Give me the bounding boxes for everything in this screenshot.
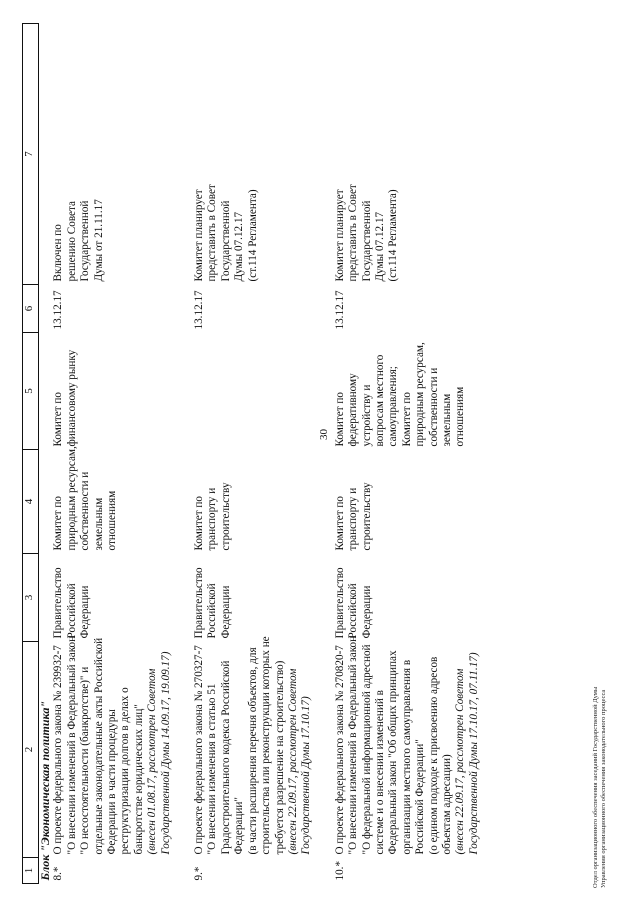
- bill-title-line: "О внесении изменения в статью 51: [206, 683, 219, 855]
- status-note-line: Думы 07.12.17: [233, 211, 246, 282]
- bill-title-line: (в части расширения перечня объектов, для: [246, 647, 259, 855]
- agenda-table: [22, 23, 501, 884]
- initiator-line: Российской: [347, 583, 360, 639]
- bill-title: [52, 635, 193, 858]
- bill-title-line: Федерации в части процедуры: [106, 709, 119, 855]
- co-executor-committee: [334, 333, 501, 450]
- row-number: 9.*: [193, 866, 206, 881]
- bill-title-line: банкротстве юридических лиц": [132, 704, 145, 855]
- bill-title-line: "О внесении изменений в Федеральный закон: [65, 635, 78, 855]
- co-executor-committee-line: Комитет по: [400, 392, 413, 447]
- initiator-line: Российской: [65, 583, 78, 639]
- status-note-line: Государственной: [360, 200, 373, 282]
- initiator: [52, 554, 193, 642]
- initiator: [193, 554, 334, 642]
- initiator: [334, 554, 501, 642]
- bill-title-line: отдельные законодательные акты Российской: [92, 637, 105, 855]
- responsible-committee-line: строительству: [219, 482, 232, 551]
- block-title: Блок "Экономическая политика": [38, 701, 52, 881]
- bill-title: [193, 636, 334, 858]
- header-col-2: 2: [23, 642, 39, 858]
- table-row: [52, 24, 193, 884]
- initiator-line: Российской: [206, 583, 219, 639]
- status-note-line: представить в Совет: [347, 184, 360, 282]
- co-executor-committee: [193, 333, 334, 450]
- status-note: [193, 24, 334, 285]
- bill-title-line: объектам адресации): [440, 754, 453, 855]
- bill-title-line: О проекте федерального закона № 270327-7: [193, 645, 206, 855]
- co-executor-committee-line: самоуправления;: [387, 366, 400, 447]
- responsible-committee: [334, 450, 501, 554]
- co-executor-committee-line: вопросам местного: [373, 354, 386, 447]
- bill-title-line: Российской Федерации": [414, 739, 427, 855]
- responsible-committee-line: транспорту и: [347, 487, 360, 551]
- bill-title-line: "О федеральной информационной адресной: [360, 644, 373, 855]
- bill-title-line: Федеральный закон "Об общих принципах: [387, 650, 400, 855]
- co-executor-committee-line: федеративному: [347, 373, 360, 447]
- header-col-7: 7: [23, 24, 39, 285]
- bill-note-line: Государственной Думы 17.10.17): [300, 696, 313, 855]
- block-title-row: [39, 24, 53, 884]
- responsible-committee-line: Комитет по: [193, 496, 206, 551]
- initiator-line: Правительство: [52, 567, 65, 639]
- header-col-3: 3: [23, 554, 39, 642]
- bill-title-line: "О внесении изменений в Федеральный закон: [347, 635, 360, 855]
- bill-title: [333, 635, 501, 858]
- status-note-line: представить в Совет: [206, 184, 219, 282]
- co-executor-committee-line: земельным: [440, 393, 453, 447]
- co-executor-committee-line: Комитет по: [333, 392, 346, 447]
- initiator-line: Федерации: [79, 585, 92, 639]
- bill-title-line: требуется разрешение на строительство): [273, 660, 286, 855]
- initiator-line: Правительство: [193, 567, 206, 639]
- table-row: [334, 24, 501, 884]
- status-note: [52, 24, 193, 285]
- status-note-line: Государственной: [79, 200, 92, 282]
- bill-title-line: реструктуризации долгов в делах о: [119, 687, 132, 855]
- co-executor-committee-line: Комитет по: [52, 392, 65, 447]
- status-note-line: Комитет планирует: [193, 189, 206, 282]
- status-note-line: (ст.114 Регламента): [387, 189, 400, 282]
- header-col-6: 6: [23, 285, 39, 333]
- responsible-committee-line: строительству: [360, 482, 373, 551]
- initiator-line: Правительство: [333, 567, 346, 639]
- row-number: 10.*: [333, 860, 346, 881]
- status-note-line: Комитет планирует: [333, 189, 346, 282]
- header-col-1: 1: [23, 858, 39, 884]
- status-note-line: (ст.114 Регламента): [246, 189, 259, 282]
- status-note-line: Включен по: [52, 224, 65, 282]
- co-executor-committee-line: отношениям: [454, 386, 467, 447]
- footer-line-2: Управления организационного обеспечения законодательного процесса: [600, 689, 607, 888]
- bill-note-line: Государственной Думы 17.10.17, 07.11.17): [467, 652, 480, 855]
- bill-title-line: О проекте федерального закона № 239932-7: [52, 645, 65, 855]
- responsible-committee: [52, 446, 193, 554]
- responsible-committee-line: природным ресурсам,: [65, 446, 78, 551]
- bill-note-line: (внесен 22.09.17, рассмотрен Советом: [454, 668, 467, 855]
- bill-title-line: системе и о внесении изменений в: [373, 690, 386, 855]
- responsible-committee-line: Комитет по: [52, 496, 65, 551]
- header-col-4: 4: [23, 450, 39, 554]
- header-col-5: 5: [23, 333, 39, 450]
- co-executor-committee-line: природным ресурсам,: [414, 342, 427, 447]
- status-note-line: Думы от 21.11.17: [92, 199, 105, 282]
- bill-title-line: О проекте федерального закона № 270820-7: [333, 645, 346, 855]
- bill-title-line: (о едином подходе к присвоению адресов: [427, 656, 440, 855]
- status-note: [334, 24, 501, 285]
- bill-title-line: Градостроительного кодекса Российской: [219, 660, 232, 855]
- consideration-date: 13.12.17: [333, 290, 346, 330]
- page-number: 30: [318, 429, 330, 440]
- responsible-committee-line: земельным: [92, 497, 105, 551]
- responsible-committee-line: собственности и: [79, 471, 92, 551]
- bill-note-line: Государственной Думы 14.09.17, 19.09.17): [159, 651, 172, 855]
- header-row: [23, 24, 39, 884]
- status-note-line: Думы 07.12.17: [373, 211, 386, 282]
- bill-title-line: строительства или реконструкции которых не: [260, 636, 273, 855]
- status-note-line: решению Совета: [65, 201, 78, 282]
- responsible-committee: [193, 450, 334, 554]
- responsible-committee-line: Комитет по: [333, 496, 346, 551]
- bill-title-line: Федерации": [233, 797, 246, 855]
- table-row: [193, 24, 334, 884]
- co-executor-committee-line: собственности и: [427, 367, 440, 447]
- initiator-line: Федерации: [360, 585, 373, 639]
- footer-line-1: Отдел организационного обеспечения заседаний Государственной Думы: [592, 686, 599, 888]
- responsible-committee-line: транспорту и: [206, 487, 219, 551]
- bill-title-line: "О несостоятельности (банкротстве)" и: [79, 666, 92, 855]
- co-executor-committee-line: финансовому рынку: [65, 349, 78, 447]
- status-note-line: Государственной: [219, 200, 232, 282]
- bill-title-line: организации местного самоуправления в: [400, 659, 413, 855]
- responsible-committee-line: отношениям: [106, 490, 119, 551]
- initiator-line: Федерации: [219, 585, 232, 639]
- document-page: [22, 24, 622, 884]
- consideration-date: 13.12.17: [193, 290, 206, 330]
- bill-note-line: (внесен 01.08.17, рассмотрен Советом: [146, 668, 159, 855]
- co-executor-committee-line: устройству и: [360, 384, 373, 447]
- co-executor-committee: [52, 333, 193, 450]
- bill-note-line: (внесен 22.09.17, рассмотрен Советом: [286, 668, 299, 855]
- consideration-date: 13.12.17: [52, 290, 65, 330]
- row-number: 8.*: [52, 866, 65, 881]
